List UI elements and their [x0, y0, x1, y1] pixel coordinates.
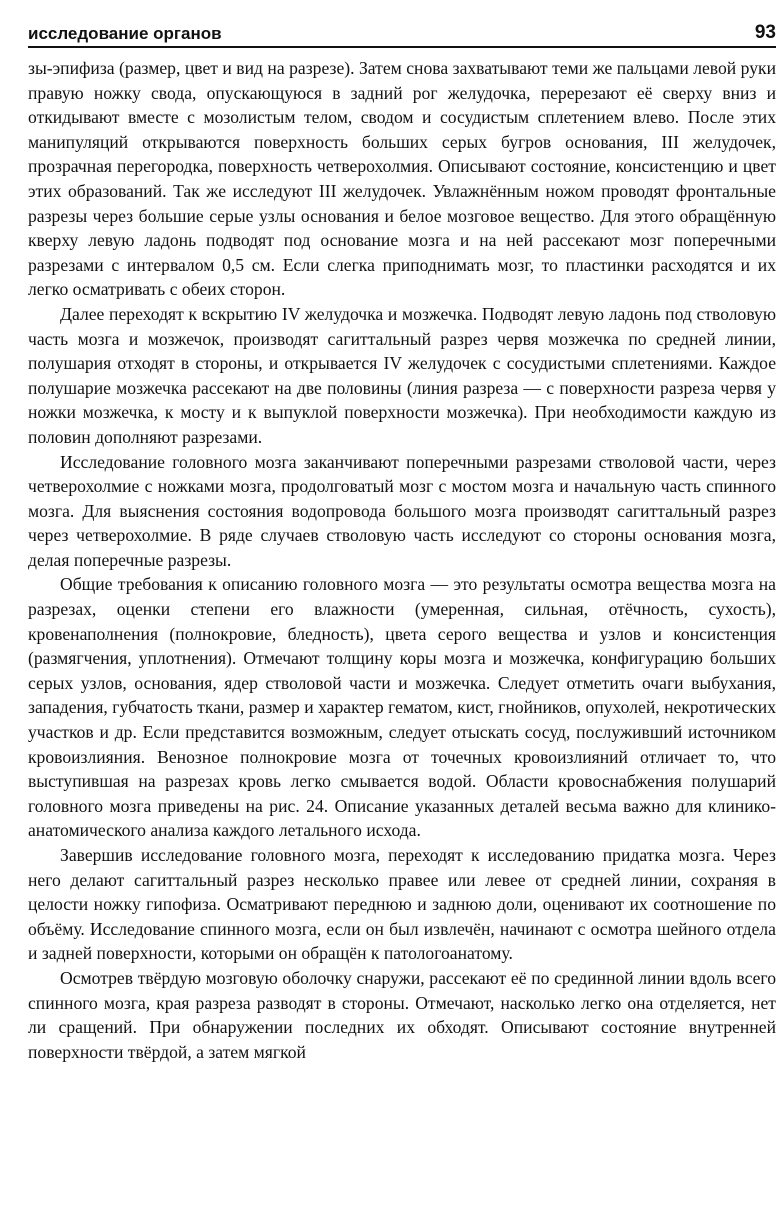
paragraph-2: Далее переходят к вскрытию IV желудочка и мозжечка. Подводят левую ладонь под стволовую часть мозга и мозжечок, производят сагиттальный разрез червя мозжечка по средней линии, полушария отходят в стороны, и открывается IV желудочек с сосудистыми сплетениями. Каждое полушарие мозжечка рассекают на две половины (линия разреза — с поверхности разреза червя у ножки мозжечка, к мосту и к выпуклой поверхности мозжечка). При необходимости каждую из половин дополняют разрезами. [28, 303, 776, 447]
book-page [28, 22, 776, 1064]
paragraph-1: зы-эпифиза (размер, цвет и вид на разрезе). Затем снова захватывают теми же пальцами левой руки правую ножку свода, опускающуюся в задний рог желудочка, перерезают её сверху вниз и откидывают вместе с мозолистым телом, сводом и сосудистым сплетением влево. После этих манипуляций открываются поверхность больших серых бугров основания, III желудочек, прозрачная перегородка, поверхность четверохолмия. Описывают состояние, консистенцию и цвет этих образований. Так же исследуют III желудочек. Увлажнённым ножом проводят фронтальные разрезы через большие серые узлы основания и белое мозговое вещество. Для этого обращённую кверху левую ладонь подводят под основание мозга и на ней рассекают мозг поперечными разрезами с интервалом 0,5 см. Если слегка приподнимать мозг, то пластинки расходятся и их легко осматривать с обеих сторон. [28, 58, 776, 300]
page-header [28, 22, 776, 48]
paragraph-6: Осмотрев твёрдую мозговую оболочку снаружи, рассекают её по срединной линии вдоль всего спинного мозга, края разреза разводят в стороны. Отмечают, насколько легко она отделяется, нет ли сращений. При обнаружении последних их обходят. Описывают состояние внутренней поверхности твёрдой, а затем мягкой [28, 967, 776, 1062]
paragraph-5: Завершив исследование головного мозга, переходят к исследованию придатка мозга. Через него делают сагиттальный разрез несколько правее или левее от средней линии, сохраняя в целости ножку гипофиза. Осматривают переднюю и заднюю доли, оценивают их соотношение по объёму. Исследование спинного мозга, если он был извлечён, начинают с осмотра шейного отдела и задней поверхности, которыми он обращён к патологоанатому. [28, 845, 776, 964]
paragraph-4: Общие требования к описанию головного мозга — это результаты осмотра вещества мозга на разрезах, оценки степени его влажности (умеренная, сильная, отёчность, сухость), кровенаполнения (полнокровие, бледность), цвета серого вещества и узлов и консистенция (размягчения, уплотнения). Отмечают толщину коры мозга и мозжечка, конфигурацию больших серых узлов, основания, ядер стволовой части и мозжечка. Следует отметить очаги выбухания, западения, губчатость ткани, размер и характер гематом, кист, гнойников, опухолей, некротических участков и др. Если представится возможным, следует отыскать сосуд, послуживший источником кровоизлияния. Венозное полнокровие мозга от точечных кровоизлияний отличает то, что выступившая на разрезах кровь легко смывается водой. Области кровоснабжения полушарий головного мозга приведены на рис. 24. Описание указанных деталей весьма важно для клинико-анатомического анализа каждого летального исхода. [28, 574, 776, 841]
paragraph-3: Исследование головного мозга заканчивают поперечными разрезами стволовой части, через четверохолмие с ножками мозга, продолговатый мозг с мостом мозга и начальную часть спинного мозга. Для выяснения состояния водопровода большого мозга производят сагиттальный разрез через четверохолмие. В ряде случаев стволовую часть исследуют со стороны основания мозга, делая поперечные разрезы. [28, 451, 776, 570]
page-number: 93 [754, 22, 776, 43]
body-text [28, 56, 776, 1064]
running-title: исследование органов [28, 24, 222, 43]
